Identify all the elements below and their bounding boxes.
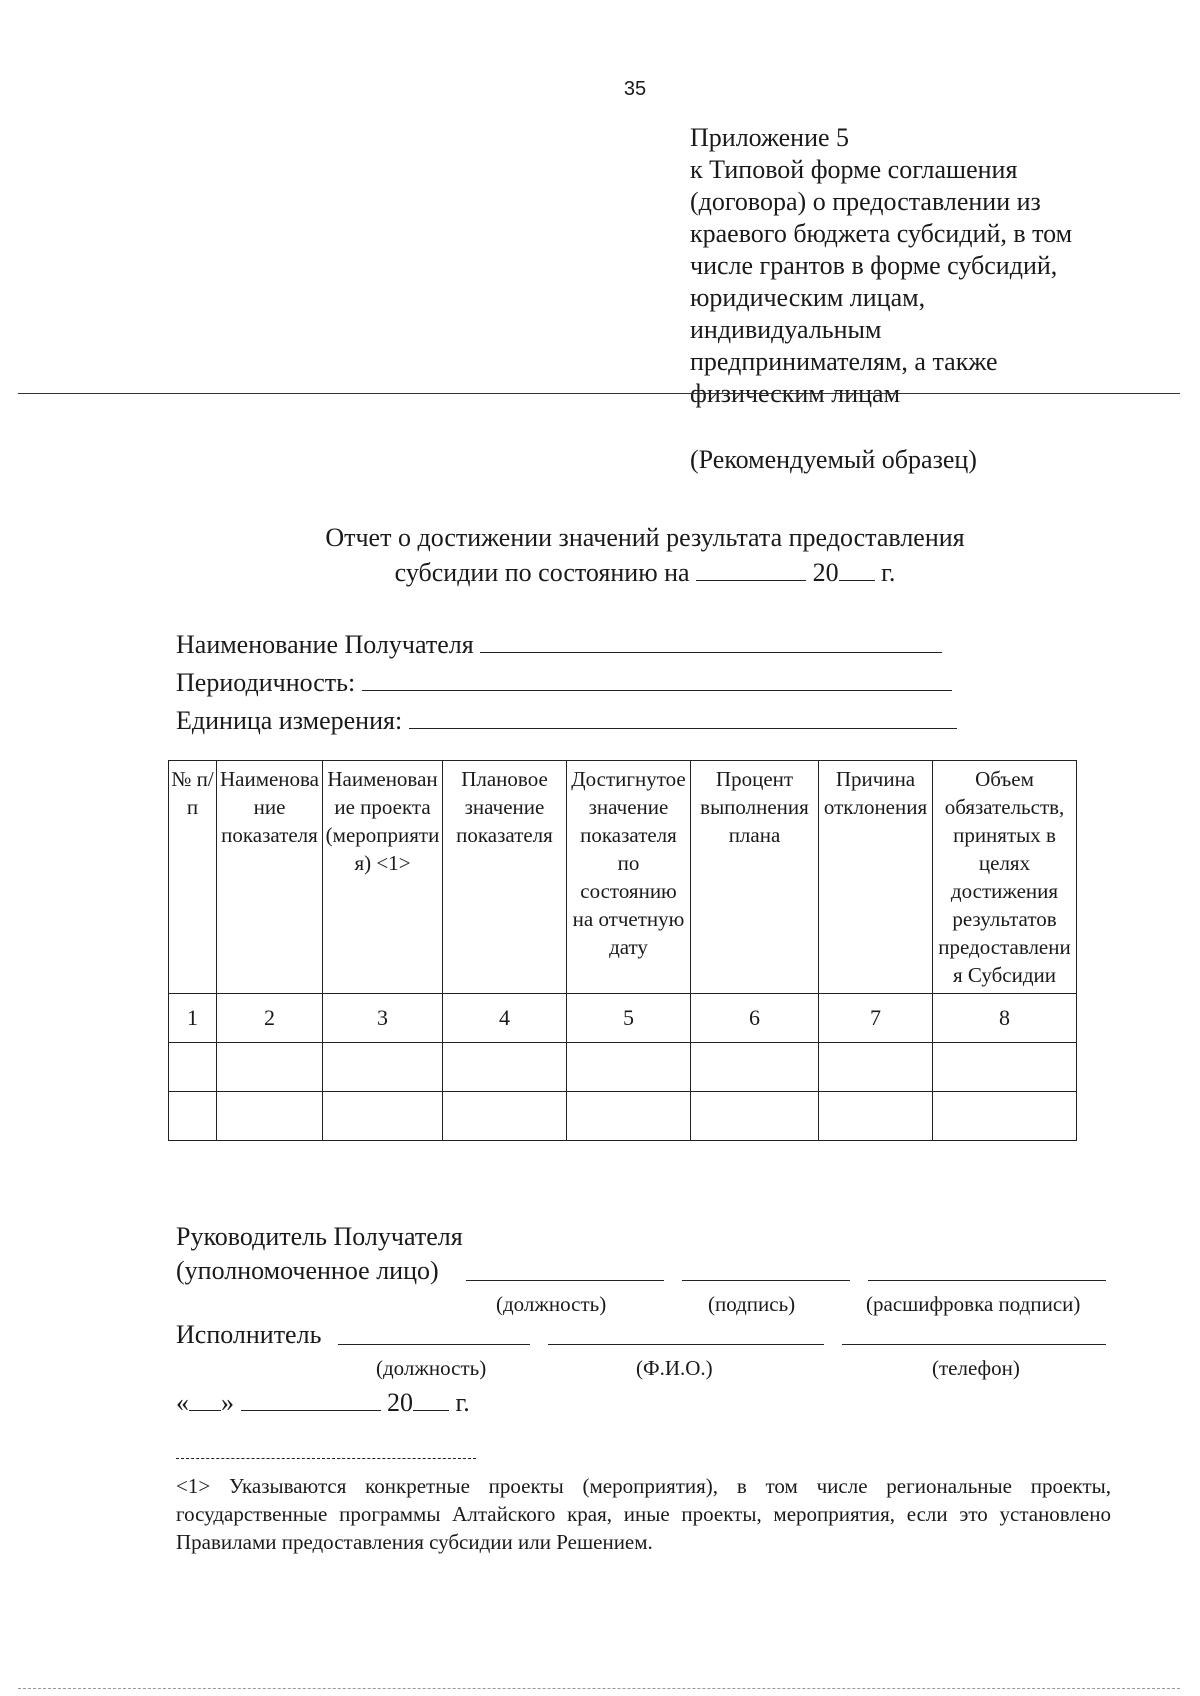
caption-phone: (телефон) — [932, 1356, 1020, 1380]
head-decoding-field[interactable] — [868, 1280, 1106, 1281]
table-cell[interactable] — [217, 1043, 323, 1092]
date-close-quote: » — [221, 1388, 234, 1417]
recipient-field[interactable] — [480, 626, 942, 653]
date-year-prefix: 20 — [387, 1388, 413, 1417]
table-cell[interactable] — [567, 1092, 691, 1141]
table-cell[interactable] — [691, 1092, 819, 1141]
periodicity-field[interactable] — [362, 664, 952, 691]
report-table — [168, 760, 1077, 1141]
column-header: Плановое значение показателя — [443, 761, 567, 994]
caption-decoding: (расшифровка подписи) — [866, 1292, 1081, 1316]
report-title — [230, 522, 1060, 589]
table-cell[interactable] — [169, 1043, 217, 1092]
date-open-quote: « — [176, 1388, 189, 1417]
appendix-line: юридическим лицам, — [690, 283, 926, 312]
table-cell[interactable] — [443, 1092, 567, 1141]
column-header: Причина отклонения — [819, 761, 933, 994]
column-number: 8 — [933, 994, 1077, 1043]
table-cell[interactable] — [323, 1043, 443, 1092]
table-cell[interactable] — [933, 1043, 1077, 1092]
column-number: 5 — [567, 994, 691, 1043]
table-cell[interactable] — [443, 1043, 567, 1092]
table-header-row — [169, 761, 1077, 994]
column-number: 4 — [443, 994, 567, 1043]
head-position-field[interactable] — [466, 1280, 664, 1281]
column-number: 2 — [217, 994, 323, 1043]
executor-position-field[interactable] — [338, 1344, 530, 1345]
unit-field[interactable] — [409, 702, 957, 729]
report-year-suffix: г. — [881, 558, 896, 587]
date-row — [176, 1384, 1126, 1418]
executor-label: Исполнитель — [176, 1320, 322, 1349]
column-number: 7 — [819, 994, 933, 1043]
head-label: Руководитель Получателя — [176, 1222, 463, 1251]
report-date-blank[interactable] — [696, 554, 806, 581]
report-title-line1: Отчет о достижении значений результата предоставления — [325, 523, 965, 552]
executor-caption-row — [176, 1354, 1126, 1384]
column-header: Объем обязательств, принятых в целях достижения результатов предоставления Субсидии — [933, 761, 1077, 994]
table-cell[interactable] — [567, 1043, 691, 1092]
report-meta — [176, 626, 957, 740]
appendix-line: (договора) о предоставлении из — [690, 187, 1041, 216]
date-month-field[interactable] — [241, 1384, 381, 1411]
caption-signature: (подпись) — [708, 1292, 796, 1316]
executor-fio-field[interactable] — [548, 1344, 824, 1345]
appendix-header — [690, 122, 1130, 476]
column-header: Достигнутое значение показателя по состоянию на отчетную дату — [567, 761, 691, 994]
table-row — [169, 1092, 1077, 1141]
column-header: Наименование показателя — [217, 761, 323, 994]
table-cell[interactable] — [691, 1043, 819, 1092]
recommended-sample-note: (Рекомендуемый образец) — [690, 445, 977, 474]
column-number-row — [169, 994, 1077, 1043]
head-signature-row — [176, 1256, 1126, 1290]
caption-fio: (Ф.И.О.) — [636, 1356, 713, 1380]
recipient-label: Наименование Получателя — [176, 630, 474, 659]
column-header: № п/п — [169, 761, 217, 994]
scan-artifact-line — [18, 1688, 1180, 1689]
appendix-line: числе грантов в форме субсидий, — [690, 251, 1058, 280]
appendix-line: предпринимателям, а также — [690, 347, 998, 376]
date-day-field[interactable] — [189, 1384, 221, 1411]
executor-row — [176, 1320, 1126, 1354]
caption-position: (должность) — [496, 1292, 607, 1316]
table-cell[interactable] — [169, 1092, 217, 1141]
report-year-blank[interactable] — [839, 554, 875, 581]
column-header: Наименование проекта (мероприятия) <1> — [323, 761, 443, 994]
appendix-line: физическим лицам — [690, 379, 901, 408]
column-number: 3 — [323, 994, 443, 1043]
table-cell[interactable] — [217, 1092, 323, 1141]
head-label-row — [176, 1222, 1126, 1256]
table-cell[interactable] — [819, 1043, 933, 1092]
date-year-field[interactable] — [413, 1384, 449, 1411]
footnote-separator — [176, 1458, 476, 1459]
footnote: <1> Указываются конкретные проекты (мероприятия), в том числе региональные проекты, государственные программы Алтайского края, иные проекты, мероприятия, если это установлено Правилами предоставления субсидии или Решением. — [176, 1474, 1111, 1554]
table-cell[interactable] — [323, 1092, 443, 1141]
head-caption-row — [176, 1290, 1126, 1320]
signature-block — [176, 1222, 1126, 1418]
appendix-line: индивидуальным — [690, 315, 882, 344]
column-number: 6 — [691, 994, 819, 1043]
authorized-person-label: (уполномоченное лицо) — [176, 1256, 439, 1285]
appendix-line: краевого бюджета субсидий, в том — [690, 219, 1073, 248]
periodicity-row — [176, 664, 957, 702]
date-year-suffix: г. — [455, 1388, 470, 1417]
report-date-label: субсидии по состоянию на — [394, 558, 690, 587]
table-cell[interactable] — [933, 1092, 1077, 1141]
periodicity-label: Периодичность: — [176, 668, 356, 697]
table-cell[interactable] — [819, 1092, 933, 1141]
scan-artifact-line — [18, 393, 1180, 394]
table-row — [169, 1043, 1077, 1092]
recipient-row — [176, 626, 957, 664]
executor-phone-field[interactable] — [842, 1344, 1106, 1345]
report-title-line2 — [230, 554, 1060, 589]
page-number: 35 — [623, 78, 647, 100]
report-year-prefix: 20 — [812, 558, 839, 587]
appendix-line: к Типовой форме соглашения — [690, 155, 1018, 184]
caption-executor-position: (должность) — [376, 1356, 487, 1380]
column-number: 1 — [169, 994, 217, 1043]
appendix-line: Приложение 5 — [690, 123, 850, 152]
unit-row — [176, 702, 957, 740]
column-header: Процент выполнения плана — [691, 761, 819, 994]
unit-label: Единица измерения: — [176, 706, 403, 735]
head-signature-field[interactable] — [682, 1280, 850, 1281]
